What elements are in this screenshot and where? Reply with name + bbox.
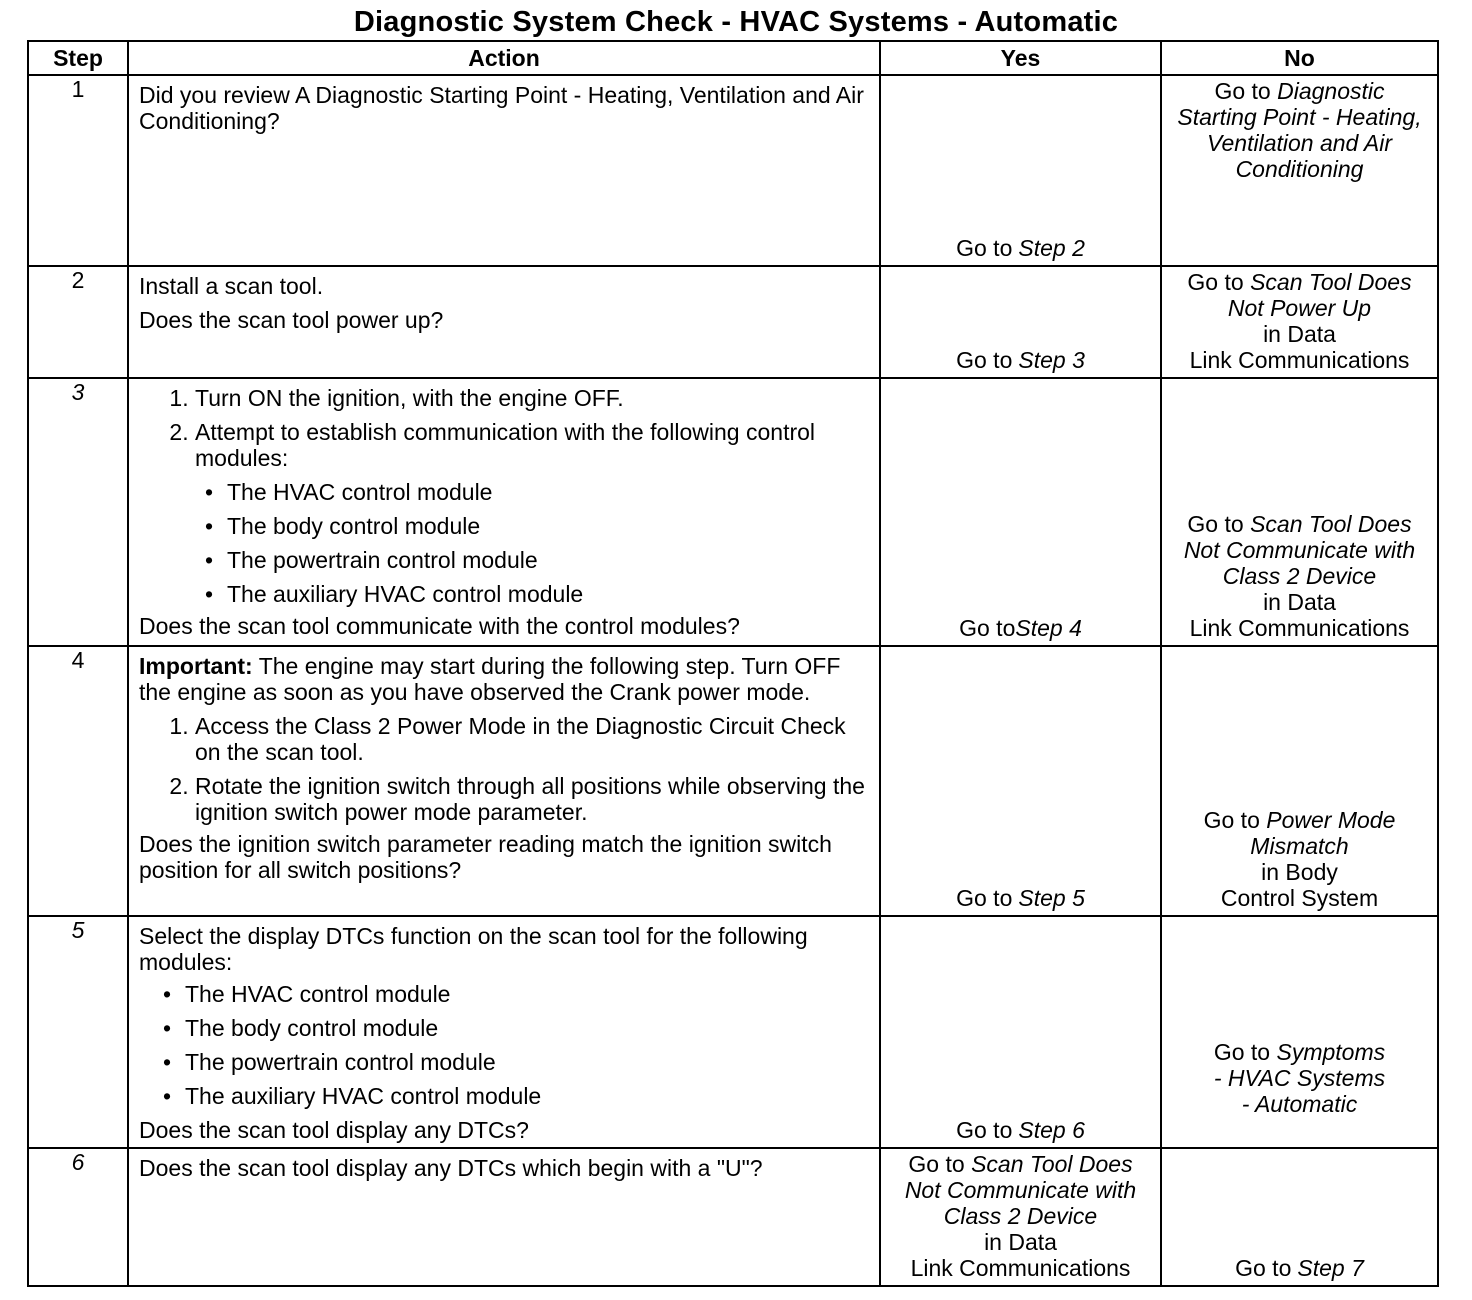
list-item: 2. Rotate the ignition switch through all positions while observing the ignition switch power mode parameter. <box>195 773 869 825</box>
step-number: 5 <box>28 916 128 1148</box>
yes-goto[interactable]: Go to Step 5 <box>956 885 1085 911</box>
yes-cell <box>880 378 1161 646</box>
list-item: 1. Access the Class 2 Power Mode in the Diagnostic Circuit Check on the scan tool. <box>195 713 869 765</box>
document-title: Diagnostic System Check - HVAC Systems - Automatic <box>353 6 1119 38</box>
no-cell <box>1161 646 1438 916</box>
table-row-step-2 <box>28 266 1438 378</box>
action-cell <box>128 266 880 378</box>
action-line: Install a scan tool. <box>139 273 324 299</box>
action-question: Does the scan tool display any DTCs which begin with a "U"? <box>139 1155 763 1181</box>
no-cell <box>1161 916 1438 1148</box>
action-question: Does the ignition switch parameter reading match the ignition switch position for all switch positions? <box>139 831 832 883</box>
no-goto[interactable]: Go to Symptoms - HVAC Systems - Automatic <box>1213 1039 1386 1117</box>
list-item: 2. Attempt to establish communication with the following control modules: • The HVAC control module • The body control module • The powertrain control module • The auxiliary HVAC control module <box>195 419 869 607</box>
action-text: Did you review A Diagnostic Starting Point - Heating, Ventilation and Air Conditioning? <box>139 82 864 134</box>
header-no: No <box>1161 41 1438 75</box>
yes-goto[interactable]: Go to Scan Tool Does Not Communicate with Class 2 Device in Data Link Communications <box>904 1151 1137 1281</box>
numbered-steps <box>139 713 869 825</box>
list-item: • The body control module <box>205 513 869 539</box>
step-number: 1 <box>28 75 128 266</box>
yes-cell <box>880 266 1161 378</box>
yes-cell <box>880 646 1161 916</box>
no-goto[interactable]: Go to Scan Tool Does Not Communicate with Class 2 Device in Data Link Communications <box>1183 511 1416 641</box>
list-item: • The HVAC control module <box>205 479 869 505</box>
no-goto[interactable]: Go to Scan Tool Does Not Power Up in Data Link Communications <box>1187 269 1412 373</box>
module-bullets <box>195 479 869 607</box>
no-cell <box>1161 266 1438 378</box>
list-item: • The auxiliary HVAC control module <box>205 581 869 607</box>
action-cell <box>128 916 880 1148</box>
diagnostic-table <box>27 40 1439 1287</box>
list-item: • The HVAC control module <box>163 981 869 1007</box>
table-row-step-6 <box>28 1148 1438 1286</box>
table-row-step-3 <box>28 378 1438 646</box>
step-number: 4 <box>28 646 128 916</box>
list-item: • The auxiliary HVAC control module <box>163 1083 869 1109</box>
list-item: 1. Turn ON the ignition, with the engine OFF. <box>195 385 869 411</box>
yes-cell <box>880 916 1161 1148</box>
action-question: Does the scan tool power up? <box>139 307 444 333</box>
yes-cell <box>880 75 1161 266</box>
step-number: 3 <box>28 378 128 646</box>
module-bullets <box>139 981 869 1109</box>
header-action: Action <box>128 41 880 75</box>
step-number: 6 <box>28 1148 128 1286</box>
yes-goto[interactable]: Go to Step 3 <box>956 347 1085 373</box>
header-yes: Yes <box>880 41 1161 75</box>
yes-goto[interactable]: Go toStep 4 <box>959 615 1082 641</box>
no-goto[interactable]: Go to Power Mode Mismatch in Body Control System <box>1203 807 1396 911</box>
yes-goto[interactable]: Go to Step 2 <box>956 235 1085 261</box>
no-cell <box>1161 1148 1438 1286</box>
header-row <box>28 41 1438 75</box>
action-question: Does the scan tool communicate with the control modules? <box>139 613 740 639</box>
action-cell <box>128 75 880 266</box>
no-goto[interactable]: Go to Diagnostic Starting Point - Heating, Ventilation and Air Conditioning <box>1177 78 1422 182</box>
numbered-steps <box>139 385 869 607</box>
list-item: • The powertrain control module <box>163 1049 869 1075</box>
action-cell <box>128 378 880 646</box>
no-cell <box>1161 378 1438 646</box>
no-goto[interactable]: Go to Step 7 <box>1235 1255 1364 1281</box>
header-step: Step <box>28 41 128 75</box>
list-item: • The body control module <box>163 1015 869 1041</box>
no-cell <box>1161 75 1438 266</box>
list-item: • The powertrain control module <box>205 547 869 573</box>
table-row-step-5 <box>28 916 1438 1148</box>
action-question: Does the scan tool display any DTCs? <box>139 1117 529 1143</box>
table-row-step-1 <box>28 75 1438 266</box>
yes-cell <box>880 1148 1161 1286</box>
action-cell <box>128 1148 880 1286</box>
important-note: Important: The engine may start during the following step. Turn OFF the engine as soon as you have observed the Crank power mode. <box>139 653 841 705</box>
action-cell <box>128 646 880 916</box>
table-row-step-4 <box>28 646 1438 916</box>
action-intro: Select the display DTCs function on the scan tool for the following modules: <box>139 923 808 975</box>
step-number: 2 <box>28 266 128 378</box>
yes-goto[interactable]: Go to Step 6 <box>956 1117 1085 1143</box>
